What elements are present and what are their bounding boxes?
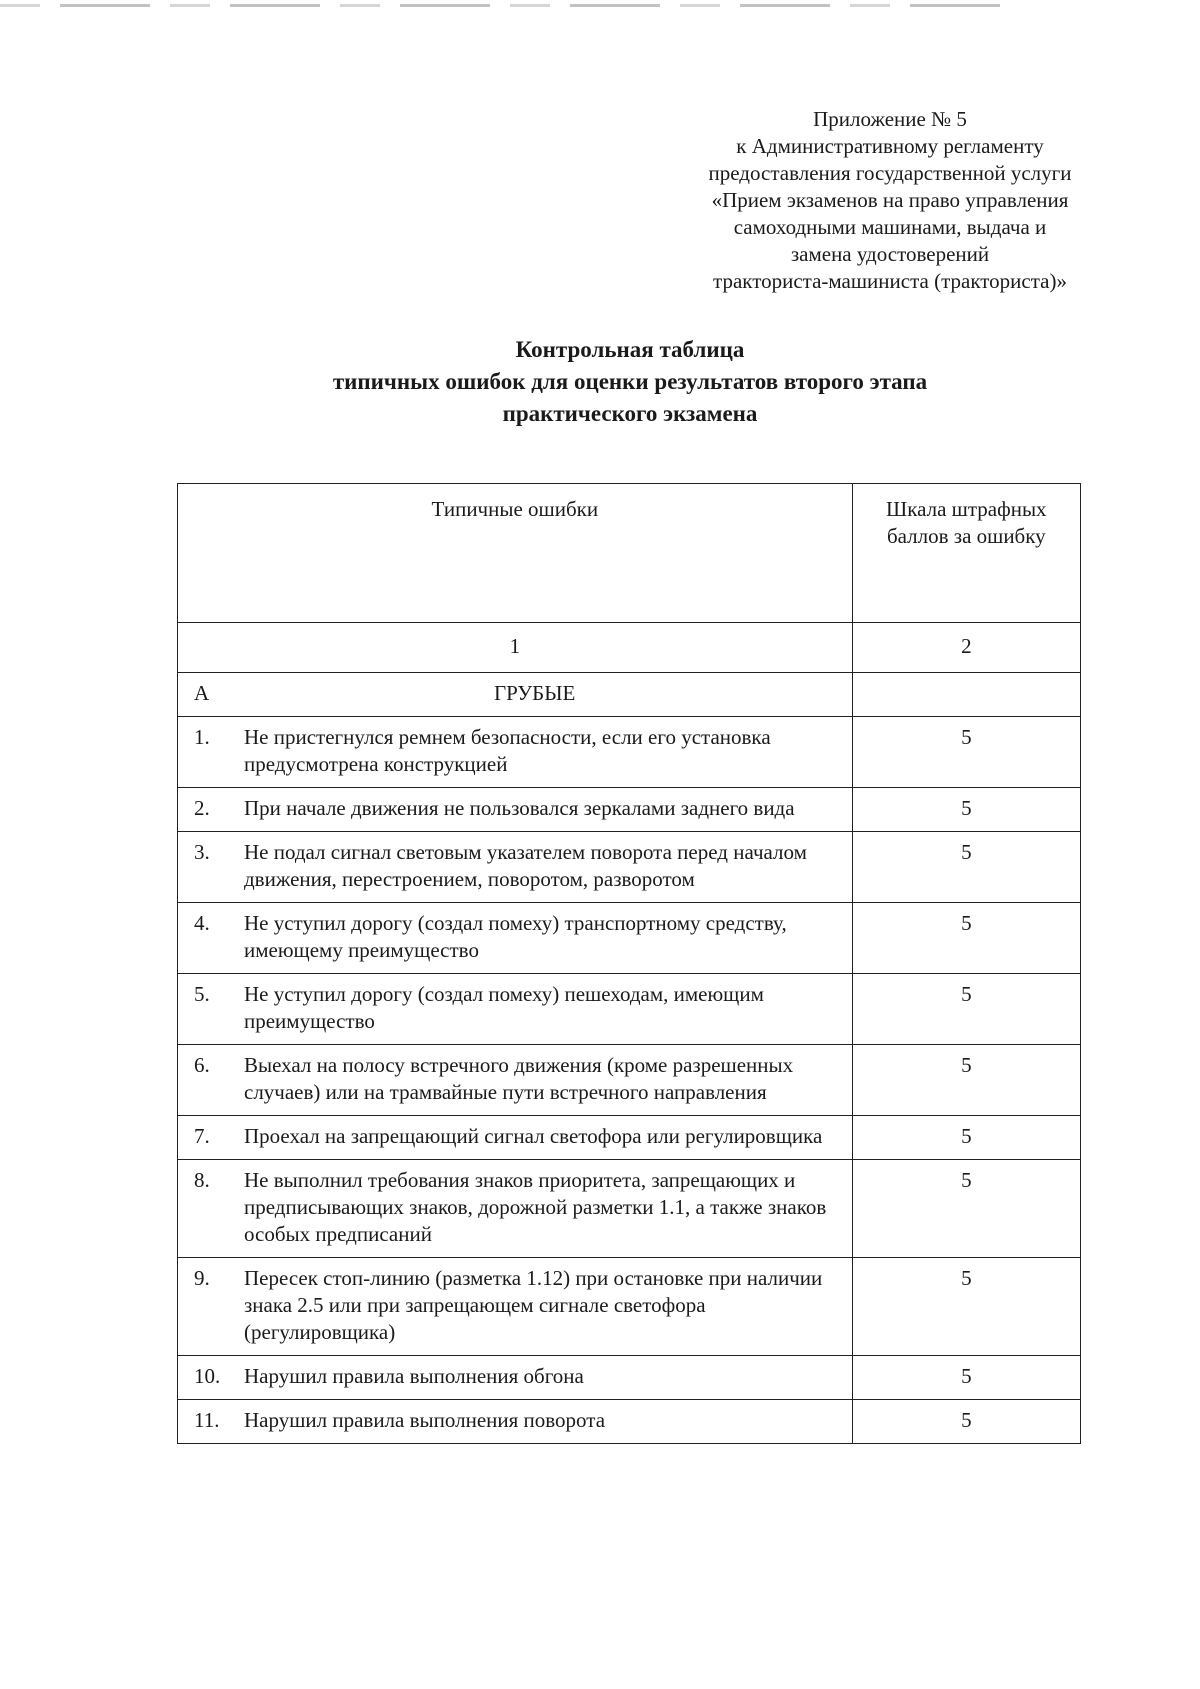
row-number: 6. — [194, 1053, 210, 1077]
appendix-line: к Административному регламенту — [736, 134, 1044, 158]
row-score: 5 — [852, 1400, 1080, 1444]
row-score: 5 — [852, 1116, 1080, 1160]
error-cell — [178, 788, 853, 832]
row-score: 5 — [852, 974, 1080, 1045]
section-title: ГРУБЫЕ — [494, 681, 576, 705]
error-cell — [178, 1400, 853, 1444]
error-cell — [178, 1356, 853, 1400]
row-number: 5. — [194, 982, 210, 1006]
title-line: типичных ошибок для оценки результатов второго этапа — [332, 369, 928, 394]
table-header-row — [178, 484, 1081, 623]
row-number: 2. — [194, 796, 210, 820]
table-row — [178, 832, 1081, 903]
column-number-row — [178, 623, 1081, 673]
row-score: 5 — [852, 1045, 1080, 1116]
table-row — [178, 1045, 1081, 1116]
appendix-line: замена удостоверений — [790, 242, 990, 266]
appendix-line: предоставления государственной услуги — [708, 161, 1072, 185]
error-cell — [178, 1160, 853, 1258]
title-line: Контрольная таблица — [515, 337, 745, 362]
row-text: Пересек стоп-линию (разметка 1.12) при остановке при наличии знака 2.5 или при запрещающем сигнале светофора (регулировщика) — [244, 1266, 823, 1344]
header-typical-errors: Типичные ошибки — [178, 484, 853, 623]
section-letter: А — [194, 681, 210, 705]
table-row — [178, 717, 1081, 788]
row-text: Выехал на полосу встречного движения (кроме разрешенных случаев) или на трамвайные пути встречного направления — [244, 1053, 794, 1104]
row-number: 11. — [194, 1408, 220, 1432]
row-text: Не выполнил требования знаков приоритета, запрещающих и предписывающих знаков, дорожной разметки 1.1, а также знаков особых предписаний — [244, 1168, 827, 1246]
column-number: 1 — [178, 623, 853, 673]
scan-edge-artifact — [0, 4, 1000, 7]
row-text: Не уступил дорогу (создал помеху) транспортному средству, имеющему преимущество — [244, 911, 787, 962]
header-penalty-scale: Шкала штрафных баллов за ошибку — [852, 484, 1080, 623]
row-number: 4. — [194, 911, 210, 935]
table-row — [178, 1400, 1081, 1444]
table-row — [178, 788, 1081, 832]
row-number: 8. — [194, 1168, 210, 1192]
table-row — [178, 1356, 1081, 1400]
column-number: 2 — [852, 623, 1080, 673]
document-title — [150, 334, 1110, 430]
row-text: Не пристегнулся ремнем безопасности, если его установка предусмотрена конструкцией — [244, 725, 771, 776]
appendix-line: «Прием экзаменов на право управления — [711, 188, 1069, 212]
error-cell — [178, 1258, 853, 1356]
row-number: 1. — [194, 725, 210, 749]
row-score: 5 — [852, 903, 1080, 974]
row-text: При начале движения не пользовался зеркалами заднего вида — [244, 796, 795, 820]
row-score: 5 — [852, 1160, 1080, 1258]
error-cell — [178, 974, 853, 1045]
error-cell — [178, 1116, 853, 1160]
row-score: 5 — [852, 788, 1080, 832]
row-score: 5 — [852, 717, 1080, 788]
error-cell — [178, 832, 853, 903]
appendix-line: Приложение № 5 — [813, 107, 967, 131]
table-row — [178, 1116, 1081, 1160]
row-number: 10. — [194, 1364, 221, 1388]
section-cell — [178, 673, 853, 717]
row-score: 5 — [852, 1356, 1080, 1400]
row-text: Нарушил правила выполнения поворота — [244, 1408, 606, 1432]
errors-table — [177, 483, 1081, 1444]
appendix-line: тракториста-машиниста (тракториста)» — [713, 269, 1067, 293]
table-row — [178, 903, 1081, 974]
appendix-line: самоходными машинами, выдача и — [733, 215, 1047, 239]
row-text: Нарушил правила выполнения обгона — [244, 1364, 584, 1388]
table-row — [178, 974, 1081, 1045]
table-row — [178, 1160, 1081, 1258]
row-score: 5 — [852, 1258, 1080, 1356]
row-number: 3. — [194, 840, 210, 864]
error-rows — [178, 717, 1081, 1444]
row-text: Не уступил дорогу (создал помеху) пешеходам, имеющим преимущество — [244, 982, 764, 1033]
error-cell — [178, 903, 853, 974]
section-row — [178, 673, 1081, 717]
title-line: практического экзамена — [502, 401, 758, 426]
row-text: Не подал сигнал световым указателем поворота перед началом движения, перестроением, поворотом, разворотом — [244, 840, 807, 891]
row-text: Проехал на запрещающий сигнал светофора или регулировщика — [244, 1124, 823, 1148]
error-cell — [178, 1045, 853, 1116]
row-number: 7. — [194, 1124, 210, 1148]
appendix-header — [670, 106, 1110, 295]
section-score — [852, 673, 1080, 717]
row-number: 9. — [194, 1266, 210, 1290]
error-cell — [178, 717, 853, 788]
table-row — [178, 1258, 1081, 1356]
row-score: 5 — [852, 832, 1080, 903]
